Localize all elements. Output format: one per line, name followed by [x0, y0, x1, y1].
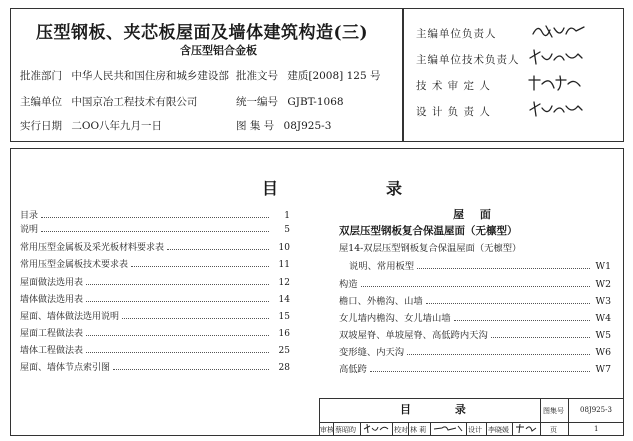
toc-left-item[interactable] — [20, 275, 290, 289]
approval-doc-label: 批准文号 — [236, 70, 278, 82]
toc-item-label: 檐口、外檐沟、山墙 — [339, 296, 423, 307]
title-block-divider — [540, 398, 541, 436]
dot-leader — [167, 241, 269, 250]
dot-leader — [86, 293, 269, 302]
toc-item-label: 墙体工程做法表 — [20, 346, 84, 356]
dot-leader — [454, 311, 590, 321]
title-block-divider — [486, 422, 487, 436]
toc-item-label: 说明 — [20, 225, 39, 235]
editor-unit-value: 中国京冶工程技术有限公司 — [71, 96, 198, 108]
toc-item-label: 目录 — [20, 211, 39, 221]
toc-left-item[interactable] — [20, 343, 290, 357]
toc-right-item[interactable] — [339, 240, 611, 257]
dot-leader — [491, 328, 590, 338]
atlas-no-label: 图 集 号 — [236, 120, 275, 132]
impl-date-row — [20, 118, 162, 133]
approval-doc-row — [236, 68, 380, 83]
toc-item-label: 变形缝、内天沟 — [339, 347, 405, 358]
title-block-divider — [466, 422, 467, 436]
toc-item-label: 高低跨 — [339, 364, 367, 375]
toc-item-page: W6 — [595, 347, 611, 358]
dot-leader — [122, 310, 269, 319]
toc-right-title: 屋 面 — [453, 208, 497, 221]
toc-item-page: 14 — [278, 295, 290, 305]
toc-heading-right: 录 — [386, 179, 403, 198]
dot-leader — [417, 259, 590, 269]
responsible-role: 技 术 审 定 人 — [416, 80, 491, 92]
approval-dept-row — [20, 68, 229, 83]
responsible-row — [416, 26, 497, 41]
title-block-divider — [408, 422, 409, 436]
designer-name: 李晓媛 — [488, 426, 509, 434]
toc-item-label: 双坡屋脊、单坡屋脊、高低跨内天沟 — [339, 330, 488, 341]
dot-leader — [41, 209, 269, 218]
title-block-divider — [360, 422, 361, 436]
responsible-role: 主编单位技术负责人 — [416, 54, 520, 66]
signature-image — [526, 74, 584, 92]
design-label: 设计 — [468, 426, 482, 434]
impl-date-label: 实行日期 — [20, 120, 62, 132]
atlas-no-value: 08J925-3 — [283, 120, 332, 132]
designer-signature — [514, 423, 538, 434]
page-number: 1 — [594, 425, 599, 433]
toc-right-section: 双层压型钢板复合保温屋面（无檩型） — [339, 225, 518, 237]
responsible-role: 主编单位负责人 — [416, 28, 497, 40]
dot-leader — [407, 345, 590, 355]
toc-right-item[interactable] — [339, 344, 611, 361]
approval-dept-label: 批准部门 — [20, 70, 62, 82]
reviewer-name: 蔡昭昀 — [335, 426, 356, 434]
header-divider — [402, 8, 404, 142]
toc-heading-left: 目 — [262, 179, 279, 198]
checker-name: 林 莉 — [410, 426, 427, 434]
toc-item-page: W7 — [595, 364, 611, 375]
toc-left-item[interactable] — [20, 222, 290, 236]
toc-item-label: 屋面工程做法表 — [20, 329, 84, 339]
dot-leader — [86, 327, 269, 336]
toc-item-label: 屋面、墙体做法选用说明 — [20, 312, 120, 322]
toc-right-item[interactable] — [339, 361, 611, 378]
toc-item-label: 屋面做法选用表 — [20, 278, 84, 288]
toc-item-page: 10 — [278, 243, 290, 253]
checker-signature — [432, 423, 464, 434]
toc-right-item[interactable] — [339, 276, 611, 293]
atlas-no-row — [236, 118, 331, 133]
toc-item-page: 1 — [284, 211, 290, 221]
toc-item-page: W2 — [595, 279, 611, 290]
dot-leader — [426, 294, 590, 304]
toc-item-page: 16 — [278, 329, 290, 339]
dot-leader — [86, 276, 269, 285]
unified-no-row — [236, 94, 344, 109]
reviewer-signature — [362, 423, 390, 434]
check-label: 校对 — [394, 426, 408, 434]
responsible-row — [416, 78, 491, 93]
toc-right-item[interactable] — [339, 327, 611, 344]
toc-item-label: 屋面、墙体节点索引图 — [20, 363, 111, 373]
toc-left-item[interactable] — [20, 257, 290, 271]
dot-leader — [113, 361, 269, 370]
toc-left-item[interactable] — [20, 309, 290, 323]
toc-item-label: 女儿墙内檐沟、女儿墙山墙 — [339, 313, 451, 324]
signature-image — [530, 22, 588, 40]
toc-item-page: 25 — [278, 346, 290, 356]
toc-left-item[interactable] — [20, 292, 290, 306]
editor-unit-row — [20, 94, 197, 109]
page-label: 页 — [550, 426, 557, 434]
toc-item-page: 11 — [278, 260, 290, 270]
impl-date-value: 二ОО八年九月一日 — [71, 120, 163, 132]
approval-dept-value: 中华人民共和国住房和城乡建设部 — [71, 70, 229, 82]
title-block-divider — [568, 398, 569, 436]
toc-item-label: 常用压型金属板及采光板材料要求表 — [20, 243, 165, 253]
editor-unit-label: 主编单位 — [20, 96, 62, 108]
toc-right-item[interactable] — [349, 258, 611, 275]
toc-item-page: W5 — [595, 330, 611, 341]
title-block-divider — [392, 422, 393, 436]
page-title: 压型钢板、夹芯板屋面及墙体建筑构造(三) — [36, 23, 369, 43]
responsible-row — [416, 104, 491, 119]
unified-no-label: 统一编号 — [236, 96, 278, 108]
toc-item-label: 屋14-双层压型钢板复合保温屋面（无檩型） — [339, 243, 522, 254]
signature-image — [526, 100, 584, 118]
toc-item-page: 28 — [278, 363, 290, 373]
title-block-atlas-no: 08J925-3 — [580, 406, 612, 414]
toc-item-page: 15 — [278, 312, 290, 322]
dot-leader — [131, 258, 269, 267]
dot-leader — [86, 344, 269, 353]
dot-leader — [370, 362, 590, 372]
toc-item-page: 5 — [284, 225, 290, 235]
toc-left-item[interactable] — [20, 326, 290, 340]
toc-item-label: 墙体做法选用表 — [20, 295, 84, 305]
toc-item-page: 12 — [278, 278, 290, 288]
toc-left-item[interactable] — [20, 240, 290, 254]
approval-doc-value: 建质[2008] 125 号 — [287, 70, 381, 82]
responsible-row — [416, 52, 520, 67]
toc-left-item[interactable] — [20, 208, 290, 222]
unified-no-value: GJBT-1068 — [287, 96, 344, 108]
dot-leader — [361, 277, 590, 287]
page-subtitle: 含压型铝合金板 — [180, 44, 257, 57]
toc-item-label: 构造 — [339, 279, 358, 290]
toc-left-item[interactable] — [20, 360, 290, 374]
review-label: 审核 — [320, 426, 334, 434]
toc-item-label: 常用压型金属板技术要求表 — [20, 260, 129, 270]
title-block-divider — [512, 422, 513, 436]
toc-item-page: W3 — [595, 296, 611, 307]
toc-item-label: 说明、常用板型 — [349, 261, 415, 272]
responsible-role: 设 计 负 责 人 — [416, 106, 491, 118]
signature-image — [526, 48, 584, 66]
toc-item-page: W4 — [595, 313, 611, 324]
toc-right-item[interactable] — [339, 310, 611, 327]
title-block-divider — [430, 422, 431, 436]
title-block-atlas-label: 图集号 — [543, 407, 564, 415]
toc-item-page: W1 — [595, 261, 611, 272]
dot-leader — [41, 223, 269, 232]
toc-right-item[interactable] — [339, 293, 611, 310]
title-block-title: 目 录 — [400, 403, 486, 416]
